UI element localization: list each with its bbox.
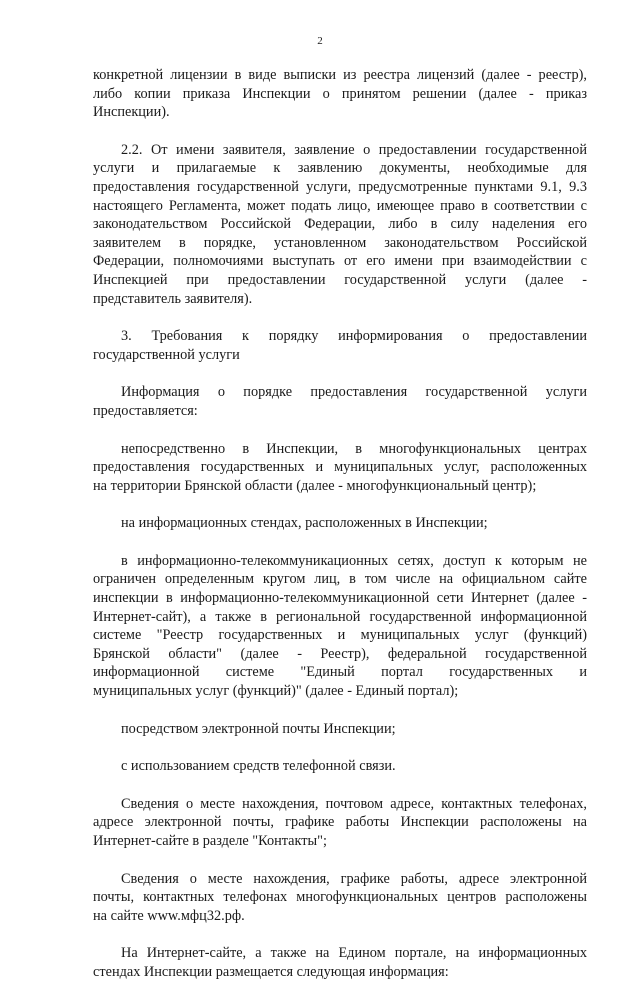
paragraph-p6 [93, 514, 587, 533]
paragraph-p8 [93, 720, 587, 739]
text-line: с использованием средств телефонной связи. [121, 758, 396, 775]
paragraph-p9 [93, 757, 587, 776]
paragraph-p5 [93, 440, 587, 496]
paragraph-p7 [93, 552, 587, 701]
text-line: Интернет-сайт), а также в региональной государственной информационной [93, 608, 587, 625]
paragraph-p2 [93, 141, 587, 308]
text-line: на сайте www.мфц32.рф. [93, 907, 245, 924]
text-line: непосредственно в Инспекции, в многофункциональных центрах [121, 440, 587, 457]
paragraph-p4 [93, 383, 587, 420]
text-line: государственной услуги [93, 346, 240, 363]
text-line: услуги и прилагаемые к заявлению документы, необходимые для [93, 160, 587, 177]
text-line: ограничен определенным кругом лиц, в том числе на официальном сайте [93, 571, 587, 588]
text-line: системе "Реестр государственных и муниципальных услуг (функций) [93, 627, 587, 644]
text-line: почты, контактных телефонах многофункциональных центров расположены [93, 889, 587, 906]
paragraph-p10 [93, 795, 587, 851]
text-line: Информация о порядке предоставления государственной услуги [121, 384, 587, 401]
text-line: на информационных стендах, расположенных в Инспекции; [121, 515, 488, 532]
text-line: Брянской области" (далее - Реестр), федеральной государственной [93, 645, 587, 662]
text-line: Инспекции). [93, 104, 170, 121]
document-body [93, 66, 587, 1001]
text-line: представитель заявителя). [93, 290, 253, 307]
text-line: предоставления государственной услуги, предусмотренные пунктами 9.1, 9.3 [93, 178, 587, 195]
page-number: 2 [317, 35, 323, 47]
text-line: адресе электронной почты, графике работы Инспекции расположены на [93, 814, 587, 831]
text-line: Сведения о месте нахождения, почтовом адресе, контактных телефонах, [121, 795, 587, 812]
text-line: информационной системе "Единый портал государственных и [93, 664, 587, 681]
text-line: законодательством Российской Федерации, либо в силу наделения его [93, 216, 587, 233]
paragraph-p3 [93, 327, 587, 364]
text-line: либо копии приказа Инспекции о принятом решении (далее - приказ [93, 85, 587, 102]
text-line: инспекции в информационно-телекоммуникационной сети Интернет (далее - [93, 590, 587, 607]
text-line: настоящего Регламента, может подать лицо, имеющее право в соответствии с [93, 197, 587, 214]
paragraph-p1 [93, 66, 587, 122]
text-line: На Интернет-сайте, а также на Едином портале, на информационных [121, 945, 587, 962]
text-line: предоставляется: [93, 402, 198, 419]
text-line: стендах Инспекции размещается следующая информация: [93, 963, 449, 980]
paragraph-p12 [93, 944, 587, 981]
text-line: муниципальных услуг (функций)" (далее - Единый портал); [93, 683, 459, 700]
text-line: 2.2. От имени заявителя, заявление о предоставлении государственной [121, 141, 587, 158]
text-line: Инспекцией при предоставлении государственной услуги (далее - [93, 271, 587, 288]
text-line: предоставления государственных и муниципальных услуг, расположенных [93, 459, 587, 476]
text-line: на территории Брянской области (далее - многофункциональный центр); [93, 477, 537, 494]
paragraph-p11 [93, 870, 587, 926]
text-line: посредством электронной почты Инспекции; [121, 720, 396, 737]
text-line: 3. Требования к порядку информирования о предоставлении [121, 328, 587, 345]
text-line: конкретной лицензии в виде выписки из реестра лицензий (далее - реестр), [93, 67, 587, 83]
text-line: в информационно-телекоммуникационных сетях, доступ к которым не [121, 552, 587, 569]
text-line: Сведения о месте нахождения, графике работы, адресе электронной [121, 870, 587, 887]
text-line: Интернет-сайте в разделе "Контакты"; [93, 833, 327, 849]
text-line: Федерации, полномочиями выступать от его имени при взаимодействии с [93, 253, 587, 270]
text-line: заявителем в порядке, установленном законодательством Российской [93, 234, 587, 251]
